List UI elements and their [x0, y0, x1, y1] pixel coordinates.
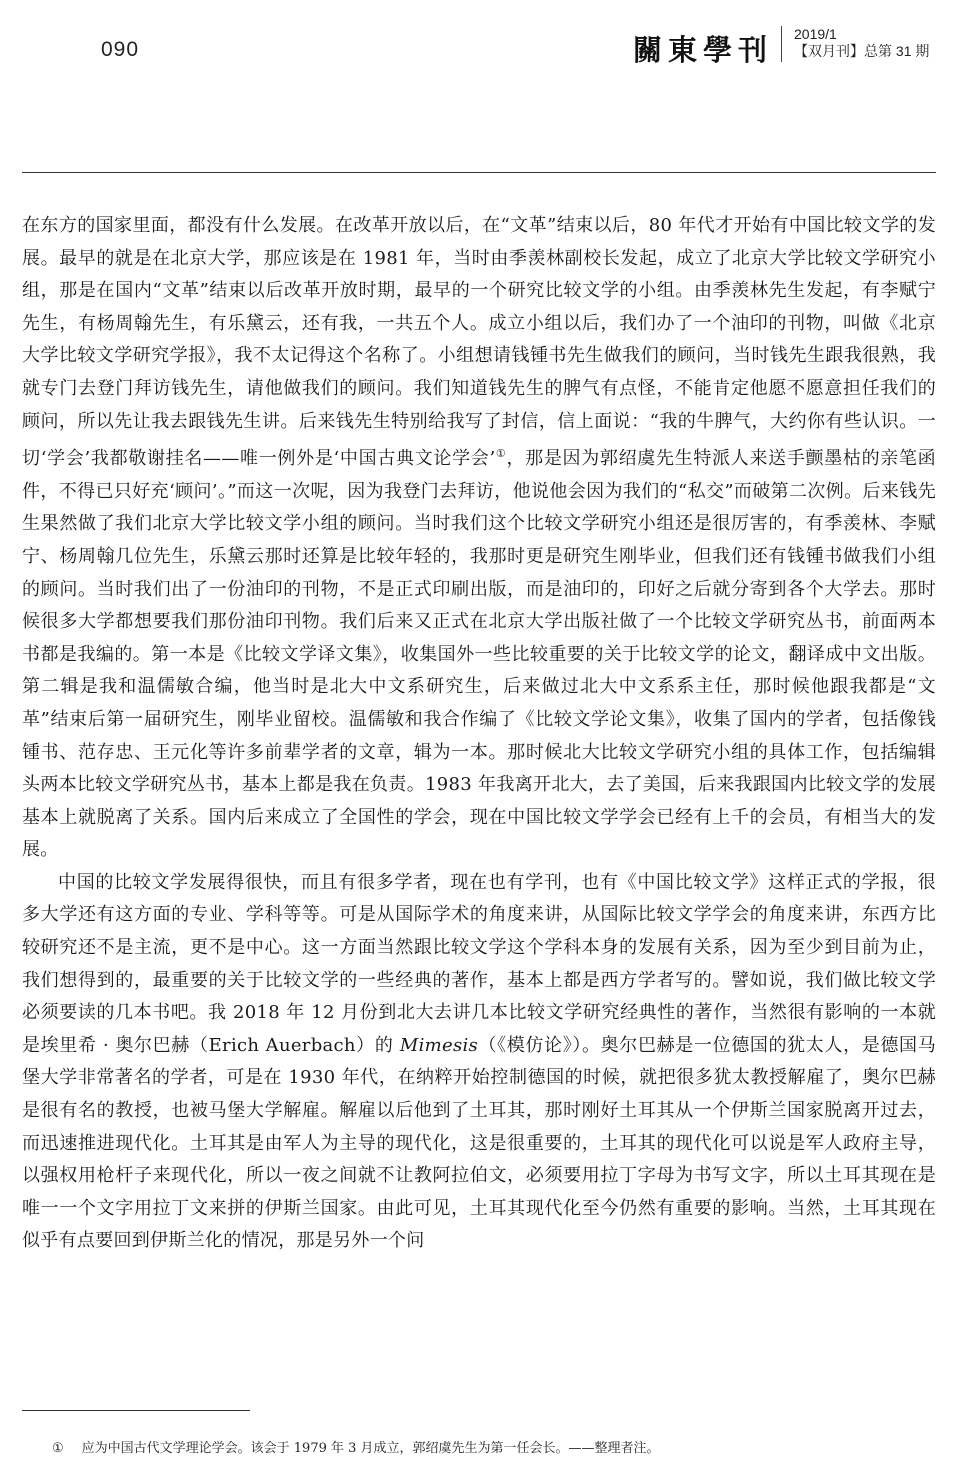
paragraph-1: [22, 210, 936, 867]
footnote: [52, 1437, 660, 1456]
italic-title: Mimesis: [399, 1034, 479, 1056]
journal-title: 關東學刊: [633, 33, 774, 67]
footnote-text: 应为中国古代文学理论学会。该会于 1979 年 3 月成立，郭绍虞先生为第一任会长。——整理者注。: [81, 1441, 660, 1456]
footnote-rule: [22, 1410, 250, 1411]
footnote-reference: ①: [495, 447, 507, 461]
body-text: [22, 210, 936, 1258]
issue-info: 【双月刊】总第 31 期: [794, 43, 930, 59]
paragraph-1-part-a: 在东方的国家里面，都没有什么发展。在改革开放以后，在“文革”结束以后，80 年代才开始有中国比较文学的发展。最早的就是在北京大学，那应该是在 1981 年，当时由季羡林副校长发起，成立了北京大学比较文学研究小组，那是在国内“文革”结束以后改革开放时期，最早的一个研究比较文学的小组。由季羡林先生发起，有李赋宁先生，有杨周翰先生，有乐黛云，还有我，一共五个人。成立小组以后，我们办了一个油印的刊物，叫做《北京大学比较文学研究学报》，我不太记得这个名称了。小组想请钱锺书先生做我们的顾问，当时钱先生跟我很熟，我就专门去登门拜访钱先生，请他做我们的顾问。我们知道钱先生的脾气有点怪，不能肯定他愿不愿意担任我们的顾问，所以先让我去跟钱先生讲。后来钱先生特别给我写了封信，信上面说：“我的牛脾气，大约你有些认识。一切‘学会’我都敬谢挂名——唯一例外是‘中国古典文论学会’: [22, 215, 936, 470]
paragraph-2-part-b: （《模仿论》）。奥尔巴赫是一位德国的犹太人，是德国马堡大学非常著名的学者，可是在 1930 年代，在纳粹开始控制德国的时候，就把很多犹太教授解雇了，奥尔巴赫是很有名的教授，也被马堡大学解雇。解雇以后他到了土耳其，那时刚好土耳其从一个伊斯兰国家脱离开过去，而迅速推进现代化。土耳其是由军人为主导的现代化，这是很重要的，土耳其的现代化可以说是军人政府主导，以强权用枪杆子来现代化，所以一夜之间就不让教阿拉伯文，必须要用拉丁字母为书写文字，所以土耳其现在是唯一一个文字用拉丁文来拼的伊斯兰国家。由此可见，土耳其现代化至今仍然有重要的影响。当然，土耳其现在似乎有点要回到伊斯兰化的情况，那是另外一个问: [22, 1034, 936, 1252]
footnote-marker: ①: [52, 1441, 64, 1456]
page-number: 090: [101, 38, 140, 61]
header-rule: [22, 172, 936, 173]
paragraph-2: [22, 867, 936, 1258]
masthead-divider: [781, 26, 782, 62]
paragraph-2-part-a: 中国的比较文学发展得很快，而且有很多学者，现在也有学刊，也有《中国比较文学》这样正式的学报，很多大学还有这方面的专业、学科等等。可是从国际学术的角度来讲，从国际比较文学学会的角度来讲，东西方比较研究还不是主流，更不是中心。这一方面当然跟比较文学这个学科本身的发展有关系，因为至少到目前为止，我们想得到的，最重要的关于比较文学的一些经典的著作，基本上都是西方学者写的。譬如说，我们做比较文学必须要读的几本书吧。我 2018 年 12 月份到北大去讲几本比较文学研究经典性的著作，当然很有影响的一本就是埃里希 · 奥尔巴赫（Erich Auerbach）的: [22, 871, 936, 1056]
masthead: [633, 26, 929, 66]
issue-block: [794, 26, 929, 60]
paragraph-1-part-b: ，那是因为郭绍虞先生特派人来送手颤墨枯的亲笔函件，不得已只好充‘顾问’。”而这一次呢，因为我登门去拜访，他说他会因为我们的“私交”而破第二次例。后来钱先生果然做了我们北京大学比较文学小组的顾问。当时我们这个比较文学研究小组还是很厉害的，有季羡林、李赋宁、杨周翰几位先生，乐黛云那时还算是比较年轻的，我那时更是研究生刚毕业，但我们还有钱锺书做我们小组的顾问。当时我们出了一份油印的刊物，不是正式印刷出版，而是油印的，印好之后就分寄到各个大学去。那时候很多大学都想要我们那份油印刊物。我们后来又正式在北京大学出版社做了一个比较文学研究丛书，前面两本书都是我编的。第一本是《比较文学译文集》，收集国外一些比较重要的关于比较文学的论文，翻译成中文出版。第二辑是我和温儒敏合编，他当时是北大中文系研究生，后来做过北大中文系系主任，那时候他跟我都是“文革”结束后第一届研究生，刚毕业留校。温儒敏和我合作编了《比较文学论文集》，收集了国内的学者，包括像钱锺书、范存忠、王元化等许多前辈学者的文章，辑为一本。那时候北大比较文学研究小组的具体工作，包括编辑头两本比较文学研究丛书，基本上都是我在负责。1983 年我离开北大，去了美国，后来我跟国内比较文学的发展基本上就脱离了关系。国内后来成立了全国性的学会，现在中国比较文学学会已经有上千的会员，有相当大的发展。: [22, 448, 936, 861]
issue-date: 2019/1: [794, 26, 837, 42]
